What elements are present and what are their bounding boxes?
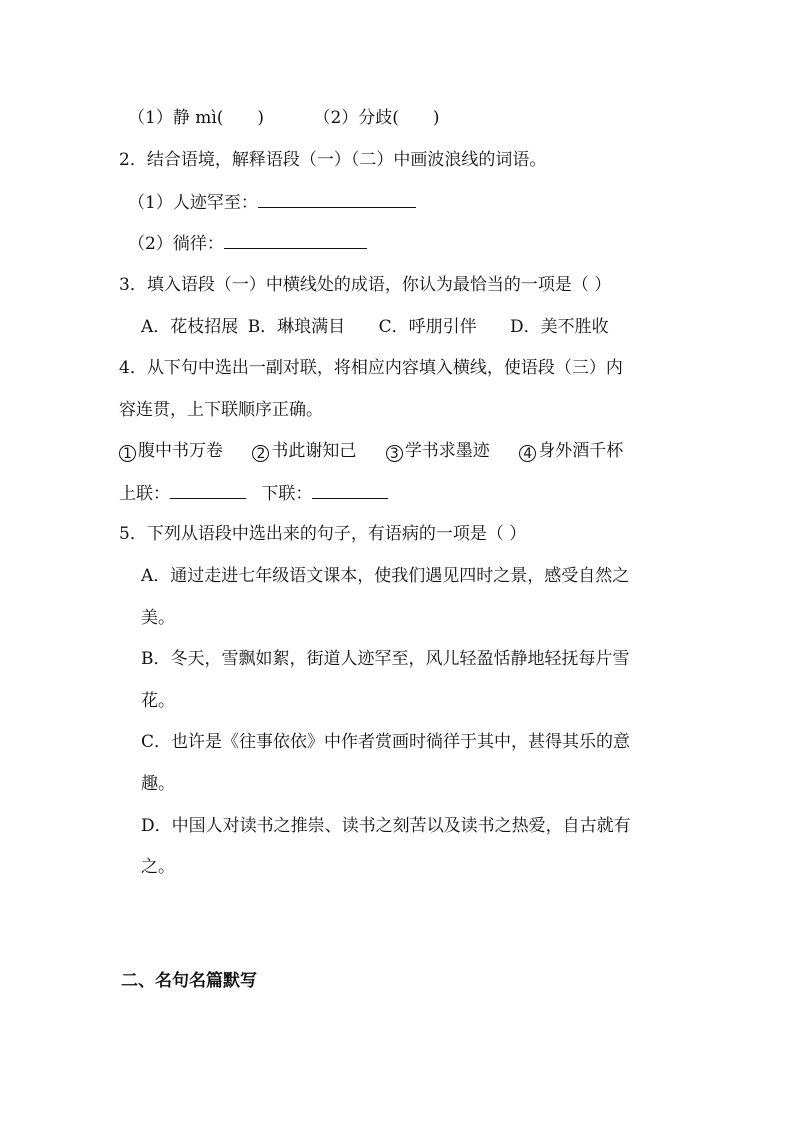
q4-choices (119, 441, 623, 462)
q2-sub-1-label: （1）人迹罕至： (128, 193, 258, 213)
q5-stem: 5．下列从语段中选出来的句子，有语病的一项是（ ） (119, 524, 527, 544)
q3-option-a: A．花枝招展 (141, 317, 239, 337)
q1-sub-line (128, 108, 440, 128)
section-2-heading: 二、名句名篇默写 (121, 971, 257, 991)
q3-option-c: C．呼朋引伴 (378, 317, 477, 337)
q4-upper-blank[interactable] (170, 483, 246, 499)
q4-choice-4 (519, 441, 623, 462)
q4-choice-2 (252, 441, 356, 462)
circled-number-2: 2 (252, 445, 269, 462)
q2-sub-1 (128, 192, 416, 213)
circled-number-4: 4 (519, 445, 536, 462)
q2-sub-2-answer-blank[interactable] (224, 233, 367, 249)
q5-option-b-line-1: B．冬天，雪飘如絮，街道人迹罕至，风儿轻盈恬静地轻抚每片雪 (141, 649, 630, 669)
q5-option-c-line-2: 趣。 (141, 774, 175, 794)
q5-option-b-line-2: 花。 (141, 691, 175, 711)
q4-choice-1-text: 腹中书万卷 (138, 441, 223, 461)
q4-stem-line-2: 容连贯，上下联顺序正确。 (119, 400, 323, 420)
q1-item-1: （1）静 mì( ) (128, 108, 265, 128)
q3-options (141, 317, 609, 337)
q3-option-d: D．美不胜收 (510, 317, 609, 337)
q4-lower-label: 下联： (261, 484, 313, 504)
q1-item-2: （2）分歧( ) (313, 108, 440, 128)
q2-stem: 2．结合语境，解释语段（一）（二）中画波浪线的词语。 (119, 150, 547, 170)
q4-choice-4-text: 身外酒千杯 (538, 441, 624, 461)
q5-option-a-line-1: A．通过走进七年级语文课本，使我们遇见四时之景，感受自然之 (141, 566, 630, 586)
q5-option-a-line-2: 美。 (141, 608, 175, 628)
q4-answer-line (119, 483, 388, 504)
q4-stem-line-1: 4．从下句中选出一副对联，将相应内容填入横线，使语段（三）内 (119, 358, 623, 378)
circled-number-3: 3 (386, 445, 403, 462)
q5-option-c-line-1: C．也许是《往事依依》中作者赏画时徜徉于其中，甚得其乐的意 (141, 732, 631, 752)
q4-choice-2-text: 书此谢知己 (271, 441, 357, 461)
q4-choice-3-text: 学书求墨迹 (404, 441, 490, 461)
q5-option-d-line-1: D．中国人对读书之推崇、读书之刻苦以及读书之热爱，自古就有 (141, 816, 631, 836)
q5-option-d-line-2: 之。 (141, 857, 175, 877)
q4-lower-blank[interactable] (312, 483, 388, 499)
q2-sub-2 (128, 233, 367, 254)
q4-choice-1 (119, 441, 223, 462)
q3-stem: 3．填入语段（一）中横线处的成语，你认为最恰当的一项是（ ） (119, 275, 612, 295)
q4-upper-label: 上联： (119, 484, 170, 504)
q2-sub-1-answer-blank[interactable] (258, 192, 416, 208)
q2-sub-2-label: （2）徜徉： (128, 234, 224, 254)
circled-number-1: 1 (119, 445, 136, 462)
q3-option-b: B．琳琅满目 (247, 317, 346, 337)
q4-choice-3 (386, 441, 490, 462)
